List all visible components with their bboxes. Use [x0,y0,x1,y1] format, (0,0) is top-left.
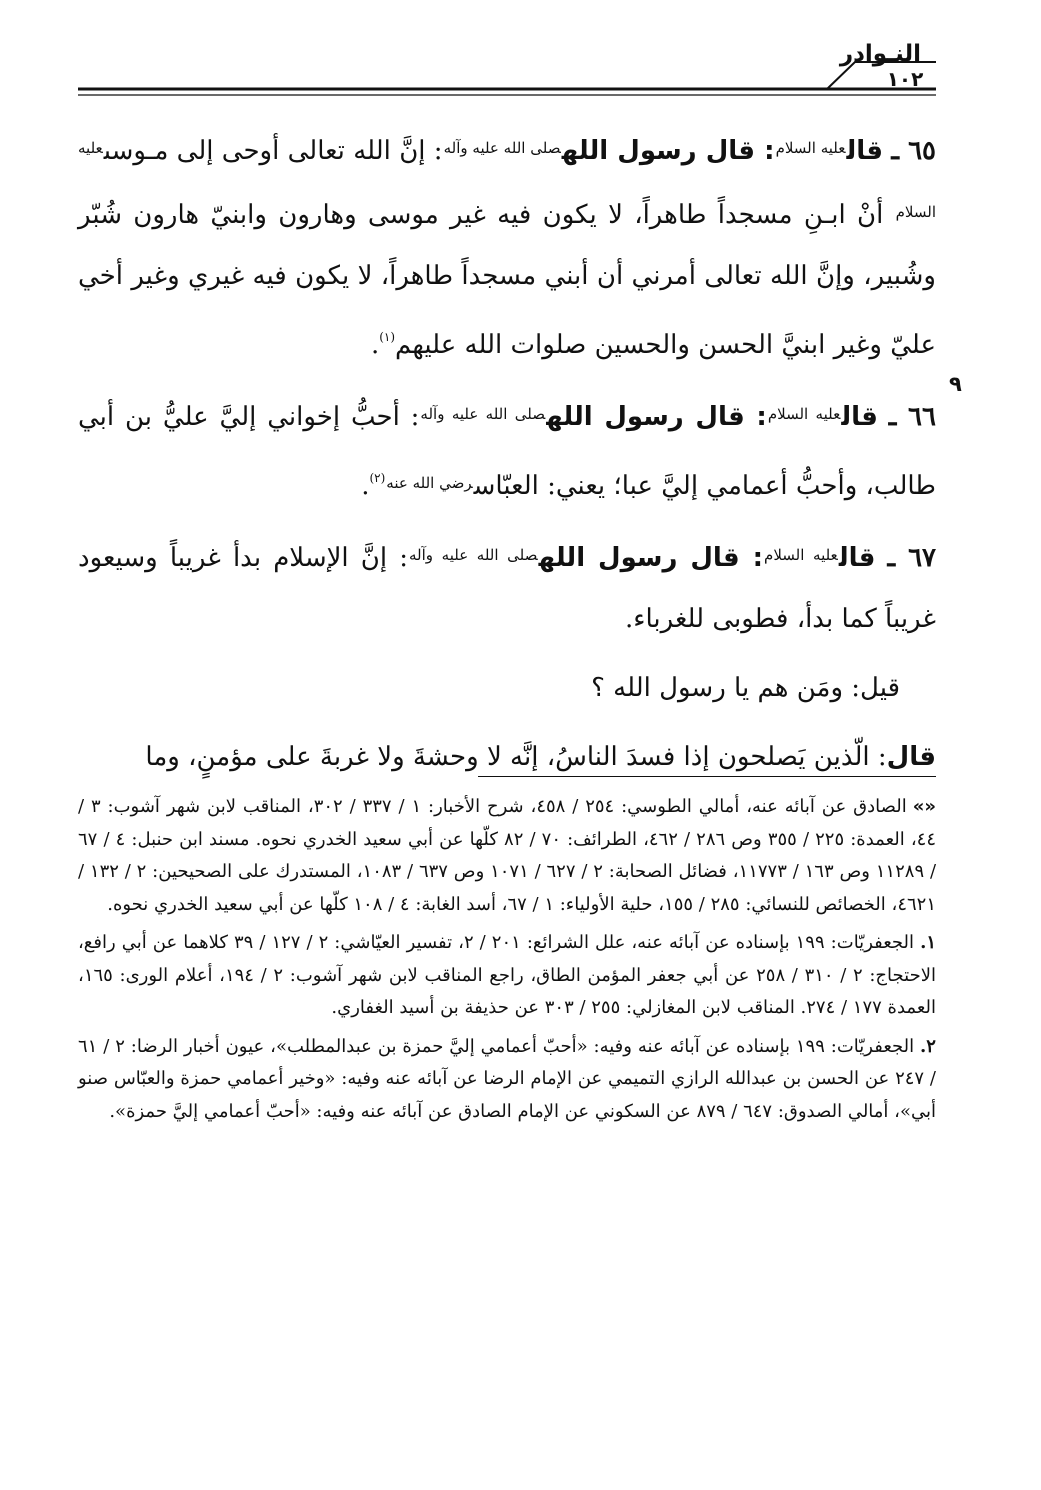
continuation-mark-icon: «» [912,796,936,817]
hadith-text: : إنَّ الإسلام بدأ غريباً وسيعود غريباً كما بدأ، فطوبى للغرباء. [78,543,936,634]
hadith-text-continued: أنْ ابـنِ مسجداً طاهراً، لا يكون فيه غير موسى وهارون وابنيّ هارون شُبّر وشُبير، وإنَّ الله تعالى أمرني أن أبني مسجداً طاهراً، لا يكون فيه غيري وغير أخي عليّ وغير ابنيَّ الحسن والحسين صلوات الله عليهم [78,200,936,360]
page-number: ١٠٢ [886,67,924,91]
honorific-prophet: صلى الله عليه وآله [420,405,546,423]
honorific-imam: عليه السلام [775,139,846,157]
qala-label: قال [846,136,884,166]
header-rule [0,0,1041,110]
answer-text: : الّذين يَصلحون إذا فسدَ الناسُ، إنَّه لا وحشةَ ولا غربةَ على مؤمنٍ، وما [145,742,887,772]
hadith-number: ٦٦ ـ [888,402,936,432]
honorific-musa: عليه السلام [78,139,936,221]
honorific-imam: عليه السلام [767,405,841,423]
footnote-continued [78,791,936,921]
honorific-imam: عليه السلام [764,546,838,564]
answer-label: قال [886,742,936,772]
hadith-number: ٦٧ ـ [887,543,936,573]
footnote-text: الجعفريّات: ١٩٩ بإسناده عن آبائه عنه وفيه: «أحبّ أعمامي إليَّ حمزة بن عبدالمطلب»، عيون أخبار الرضا: ٢ / ٦١ / ٢٤٧ عن الحسن بن عبدالله الرازي التميمي عن الإمام الرضا عن آبائه عنه وفيه: «وخير أعمامي حمزة والعبّاس صنو أبي»، أمالي الصدوق: ٦٤٧ / ٨٧٩ عن السكوني عن الإمام الصادق عن آبائه عنه وفيه: «أحبّ أعمامي إليَّ حمزة». [78,1035,936,1122]
honorific-prophet: صلى الله عليه وآله [409,546,538,564]
hadith-text: : أحبُّ إخواني إليَّ عليُّ بن أبي طالب، وأحبُّ أعمامي إليَّ عبا؛ يعني: العبّاس [78,402,936,501]
sentence-end: . [361,471,370,501]
qala-label: قال [841,402,878,432]
main-text [78,118,936,796]
reported-phrase: : قال رسول الله [561,136,775,166]
hadith-number: ٦٥ ـ [891,136,936,166]
hadith-66 [78,384,936,517]
footnote-separator [478,776,936,777]
honorific-prophet: صلى الله عليه وآله [443,139,561,157]
reported-phrase: : قال رسول الله [546,402,767,432]
footnote-reference[interactable]: (١) [379,330,396,344]
reported-phrase: : قال رسول الله [538,543,764,573]
footnote-reference[interactable]: (٢) [369,471,386,485]
hadith-text: : إنَّ الله تعالى أوحى إلى مـوسى [103,136,443,166]
hadith-65 [78,118,936,376]
footnote-text: الصادق عن آبائه عنه، أمالي الطوسي: ٢٥٤ / ٤٥٨، شرح الأخبار: ١ / ٣٣٧ / ٣٠٢، المناقب لابن شهر آشوب: ٣ / ٤٤، العمدة: ٢٢٥ / ٣٥٥ وص ٢٨٦ / ٤٦٢، الطرائف: ٧٠ / ٨٢ كلّها عن أبي سعيد الخدري نحوه. مسند ابن حنبل: ٤ / ٦٧ / ١١٢٨٩ وص ١٦٣ / ١١٧٧٣، فضائل الصحابة: ٢ / ٦٢٧ / ١٠٧١ وص ٦٣٧ / ١٠٨٣، المستدرك على الصحيحين: ٢ / ١٣٢ / ٤٦٢١، الخصائص للنسائي: ٢٨٥ / ١٥٥، حلية الأولياء: ١ / ٦٧، أسد الغابة: ٤ / ١٠٨ كلّها عن أبي سعيد الخدري نحوه. [78,796,937,915]
footnotes [78,791,936,1134]
footnote-label: ٢. [920,1035,936,1057]
answer-line [78,727,936,788]
footnote-1 [78,927,936,1025]
footnote-text: الجعفريّات: ١٩٩ بإسناده عن آبائه عنه، علل الشرائع: ٢٠١ / ٢، تفسير العيّاشي: ٢ / ١٢٧ / ٣٩ كلاهما عن أبي رافع، الاحتجاج: ٢ / ٣١٠ / ٢٥٨ عن أبي جعفر المؤمن الطاق، راجع المناقب لابن شهر آشوب: ٢ / ١٩٤، أعلام الورى: ١٦٥، العمدة ١٧٧ / ٢٧٤. المناقب لابن المغازلي: ٢٥٥ / ٣٠٣ عن حذيفة بن أسيد الغفاري. [78,932,936,1018]
honorific-abbas: رضي الله عنه [386,474,473,492]
sentence-end: . [370,330,380,360]
hadith-67 [78,525,936,650]
margin-marker: ٩ [949,372,962,396]
qala-label: قال [838,543,876,573]
footnote-label: ١. [920,932,937,953]
running-title: النـوادر [839,41,921,67]
footnote-2 [78,1031,936,1129]
question-line: قيل: ومَن هم يا رسول الله ؟ [591,673,900,703]
